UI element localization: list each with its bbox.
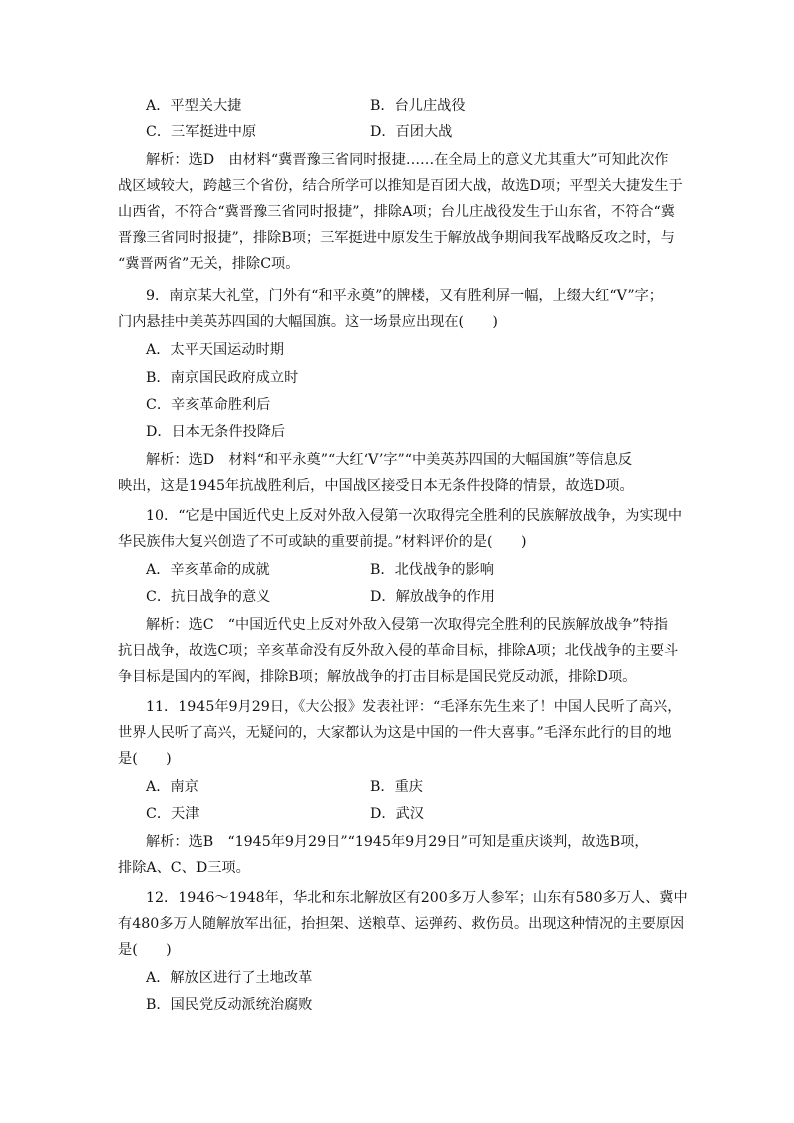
q10-stem-line: 10．“它是中国近代史上反对外敌入侵第一次取得完全胜利的民族解放战争，为实现中 <box>146 508 683 524</box>
q11-option-b: B．重庆 <box>370 779 423 795</box>
q8-option-d: D．百团大战 <box>370 124 453 140</box>
q10-option-a: A．辛亥革命的成就 <box>146 562 270 578</box>
q10-option-b: B．北伐战争的影响 <box>370 562 494 578</box>
q11-stem-line: 世界人民听了高兴，无疑问的，大家都认为这是中国的一件大喜事。”毛泽东此行的目的地 <box>118 725 672 741</box>
q11-stem-line: 11．1945年9月29日，《大公报》发表社评：“毛泽东先生来了！中国人民听了高兴， <box>146 699 682 715</box>
q8-analysis-line: “冀晋两省”无关，排除C项。 <box>118 256 300 272</box>
q11-option-d: D．武汉 <box>370 806 424 822</box>
q12-option-b: B．国民党反动派统治腐败 <box>146 997 313 1013</box>
q8-analysis-line: 山西省，不符合“冀晋豫三省同时报捷”，排除A项；台儿庄战役发生于山东省，不符合“冀 <box>118 204 675 220</box>
q8-option-b: B．台儿庄战役 <box>370 98 466 114</box>
q9-analysis-line: 解析：选D 材料“和平永奠”“大红‘V’字”“中美英苏四国的大幅国旗”等信息反 <box>146 452 633 468</box>
q10-option-c: C．抗日战争的意义 <box>146 589 271 605</box>
q10-analysis-line: 解析：选C “中国近代史上反对外敌入侵第一次取得完全胜利的民族解放战争”特指 <box>146 617 668 633</box>
q9-option-b: B．南京国民政府成立时 <box>146 370 299 386</box>
q10-analysis-line: 争目标是国内的军阀，排除B项；解放战争的打击目标是国民党反动派，排除D项。 <box>118 669 637 685</box>
q9-analysis-line: 映出，这是1945年抗战胜利后，中国战区接受日本无条件投降的情景，故选D项。 <box>118 478 634 494</box>
q9-option-d: D．日本无条件投降后 <box>146 424 286 440</box>
q11-stem-line: 是( ) <box>118 751 172 767</box>
q12-stem-line: 12．1946～1948年，华北和东北解放区有200多万人参军；山东有580多万人、冀中 <box>146 890 688 906</box>
q8-option-c: C．三军挺进中原 <box>146 124 257 140</box>
q8-option-a: A．平型关大捷 <box>146 98 242 114</box>
q11-analysis-line: 解析：选B “1945年9月29日”“1945年9月29日”可知是重庆谈判，故选B项， <box>146 834 649 850</box>
q8-analysis-line: 战区域较大，跨越三个省份，结合所学可以推知是百团大战，故选D项；平型关大捷发生于 <box>118 178 683 194</box>
q12-stem-line: 有480多万人随解放军出征，抬担架、送粮草、运弹药、救伤员。出现这种情况的主要原因 <box>118 916 685 932</box>
q8-analysis-line: 晋豫三省同时报捷”，排除B项；三军挺进中原发生于解放战争期间我军战略反攻之时，与 <box>118 230 675 246</box>
q10-stem-line: 华民族伟大复兴创造了不可或缺的重要前提。”材料评价的是( ) <box>118 534 527 550</box>
q10-option-d: D．解放战争的作用 <box>370 589 495 605</box>
q9-option-c: C．辛亥革命胜利后 <box>146 397 271 413</box>
q9-option-a: A．太平天国运动时期 <box>146 342 284 358</box>
q9-stem-line: 9．南京某大礼堂，门外有“和平永奠”的牌楼，又有胜利屏一幅，上缀大红“V”字； <box>146 288 663 304</box>
q9-stem-line: 门内悬挂中美英苏四国的大幅国旗。这一场景应出现在( ) <box>118 314 498 330</box>
q11-analysis-line: 排除A、C、D三项。 <box>118 860 250 876</box>
q11-option-a: A．南京 <box>146 779 199 795</box>
q11-option-c: C．天津 <box>146 806 200 822</box>
q12-option-a: A．解放区进行了土地改革 <box>146 970 313 986</box>
q12-stem-line: 是( ) <box>118 942 172 958</box>
q8-analysis-line: 解析：选D 由材料“冀晋豫三省同时报捷……在全局上的意义尤其重大”可知此次作 <box>146 152 669 168</box>
q10-analysis-line: 抗日战争，故选C项；辛亥革命没有反外敌入侵的革命目标，排除A项；北伐战争的主要斗 <box>118 643 679 659</box>
